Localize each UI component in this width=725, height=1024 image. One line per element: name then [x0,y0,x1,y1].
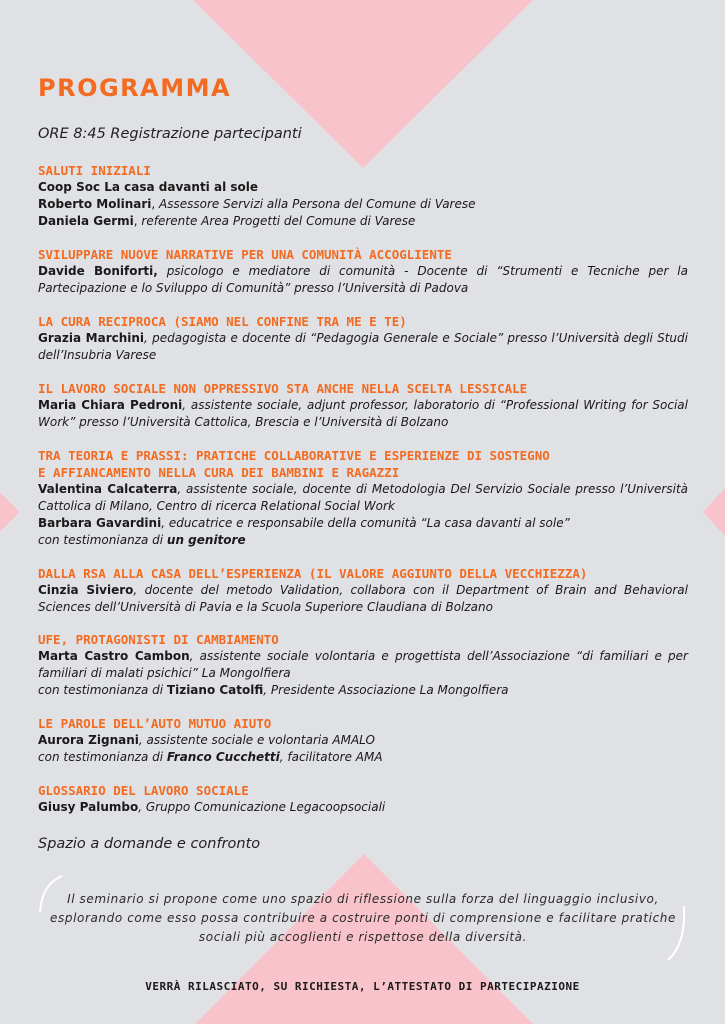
speaker-name: Davide Boniforti, [38,264,158,278]
section-title: DALLA RSA ALLA CASA DELL’ESPERIENZA (IL VALORE AGGIUNTO DELLA VECCHIEZZA) [38,566,588,581]
speaker-role: , assistente sociale volontaria e progettista dell’Associazione “di familiari e per familiari di malati psichici” La Mongolfiera [38,649,688,680]
speaker-line [38,515,688,532]
speaker-role: con testimonianza di [38,533,167,547]
speaker-role: con testimonianza di [38,750,167,764]
speaker-role: , docente del metodo Validation, collabora con il Department of Brain and Behavioral Sciences dell’Università di Pavia e la Scuola Superiore Claudiana di Bolzano [38,583,688,614]
section-title: GLOSSARIO DEL LAVORO SOCIALE [38,783,249,798]
speaker-name: Cinzia Siviero [38,583,134,597]
section-title-continued: E AFFIANCAMENTO NELLA CURA DEI BAMBINI E RAGAZZI [38,465,400,480]
speaker-line [38,481,688,515]
section-title: SVILUPPARE NUOVE NARRATIVE PER UNA COMUNITÀ ACCOGLIENTE [38,247,452,262]
program-section [38,715,688,766]
speaker-name: Valentina Calcaterra [38,482,178,496]
speaker-line [38,682,688,699]
speaker-line [38,749,688,766]
speaker-line [38,179,688,196]
speaker-line [38,263,688,297]
speaker-role: , assistente sociale, adjunt professor, laboratorio di “Professional Writing for Social Work” presso l’Università Cattolica, Brescia e l’Università di Bolzano [38,398,688,429]
speaker-role: , Presidente Associazione La Mongolfiera [263,683,509,697]
speaker-role: , facilitatore AMA [279,750,383,764]
top-pink-triangle [193,0,533,168]
section-title: LE PAROLE DELL’AUTO MUTUO AIUTO [38,716,272,731]
section-title: LA CURA RECIPROCA (SIAMO NEL CONFINE TRA ME E TE) [38,314,407,329]
speaker-name: Tiziano Catolfi [166,683,264,697]
speaker-role: , [133,214,142,228]
speaker-name: Daniela Germi [38,214,134,228]
page-title: PROGRAMMA [38,74,232,102]
program-section [38,565,688,616]
speaker-line [38,799,688,816]
left-pink-triangle [0,492,20,532]
speaker-name: Barbara Gavardini [38,516,162,530]
speaker-name: Coop Soc La casa davanti al sole [38,180,258,194]
speaker-role: , Gruppo Comunicazione Legacoopsociali [138,800,386,814]
speaker-name: un genitore [166,533,246,547]
speaker-role: Assessore Servizi alla Persona del Comune di Varese [159,197,476,211]
program-section [38,380,688,431]
section-title: UFE, PROTAGONISTI DI CAMBIAMENTO [38,632,279,647]
speaker-role: , educatrice e responsabile della comunità “La casa davanti al sole” [161,516,570,530]
speaker-role: con testimonianza di [38,683,167,697]
speaker-name: Giusy Palumbo [38,800,139,814]
speaker-role: referente Area Progetti del Comune di Varese [141,214,416,228]
registration-time: ORE 8:45 Registrazione partecipanti [38,126,302,142]
program-section [38,782,688,816]
program-section [38,246,688,297]
section-title: IL LAVORO SOCIALE NON OPPRESSIVO STA ANCHE NELLA SCELTA LESSICALE [38,381,528,396]
program-section [38,313,688,364]
right-pink-triangle [703,488,725,536]
speaker-line [38,196,688,213]
program-section [38,631,688,699]
section-title: TRA TEORIA E PRASSI: PRATICHE COLLABORATIVE E ESPERIENZE DI SOSTEGNO [38,448,550,463]
speaker-line [38,582,688,616]
section-title: SALUTI INIZIALI [38,163,151,178]
speaker-role: , assistente sociale, docente di Metodologia Del Servizio Sociale presso l’Università Cattolica di Milano, Centro di ricerca Relational Social Work [38,482,688,513]
speaker-line [38,648,688,682]
speaker-name: Grazia Marchini [38,331,145,345]
speaker-name: Aurora Zignani [38,733,139,747]
program-section [38,447,688,549]
speaker-line [38,397,688,431]
footer-note: VERRÀ RILASCIATO, SU RICHIESTA, L’ATTESTATO DI PARTECIPAZIONE [145,980,580,993]
speaker-name: Marta Castro Cambon [38,649,190,663]
speaker-line [38,330,688,364]
speaker-role: , assistente sociale e volontaria AMALO [138,733,375,747]
speaker-line [38,732,688,749]
program-section [38,162,688,230]
speaker-line [38,532,688,549]
speaker-role: , pedagogista e docente di “Pedagogia Generale e Sociale” presso l’Università degli Studi dell’Insubria Varese [38,331,688,362]
speaker-name: Maria Chiara Pedroni [38,398,183,412]
speaker-name: Franco Cucchetti [166,750,280,764]
speaker-line [38,213,688,230]
closing-line: Spazio a domande e confronto [38,836,261,852]
speaker-name: Roberto Molinari [38,197,152,211]
seminar-quote: Il seminario si propone come uno spazio di riflessione sulla forza del linguaggio inclusivo, esplorando come esso possa contribuire a costruire ponti di comprensione e facilitare pratiche sociali più accoglienti e rispettose della diversità. [50,892,676,944]
speaker-role: psicologo e mediatore di comunità - Docente di “Strumenti e Tecniche per la Partecipazione e lo Sviluppo di Comunità” presso l’Università di Padova [38,264,688,295]
speaker-role: , [151,197,160,211]
